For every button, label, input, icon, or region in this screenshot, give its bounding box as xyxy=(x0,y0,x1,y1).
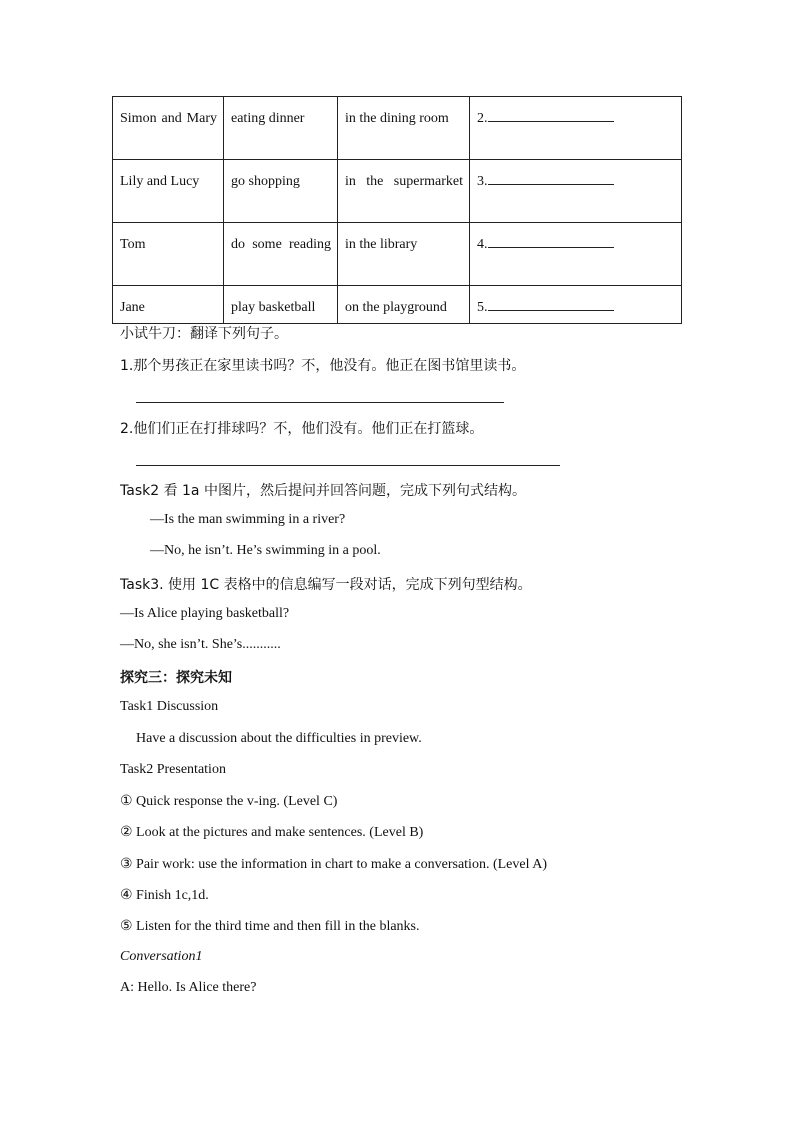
answer-number: 4. xyxy=(477,237,488,252)
table-cell-answer xyxy=(470,97,682,160)
task3-answer: —No, she isn’t. She’s........... xyxy=(120,637,281,652)
fill-blank[interactable] xyxy=(488,107,614,122)
task2-question: —Is the man swimming in a river? xyxy=(150,512,346,527)
table-cell-place: in the supermarket xyxy=(338,160,470,223)
task1-text: Have a discussion about the difficulties in preview. xyxy=(136,731,422,746)
answer-number: 2. xyxy=(477,111,488,126)
presentation-item: ① Quick response the v-ing. (Level C) xyxy=(120,794,338,809)
activity-table xyxy=(112,96,682,324)
table-row xyxy=(113,160,682,223)
table-cell-place: in the dining room xyxy=(338,97,470,160)
practice-question-1: 1.那个男孩正在家里读书吗？不，他没有。他正在图书馆里读书。 xyxy=(120,358,526,374)
table-cell-name: Simon and Mary xyxy=(113,97,224,160)
practice-heading: 小试牛刀：翻译下列句子。 xyxy=(120,326,288,342)
task2-heading: Task2 看 1a 中图片，然后提问并回答问题，完成下列句式结构。 xyxy=(120,483,526,499)
answer-line-1[interactable] xyxy=(136,402,504,403)
conversation-title: Conversation1 xyxy=(120,949,203,964)
answer-number: 3. xyxy=(477,174,488,189)
task2-answer: —No, he isn’t. He’s swimming in a pool. xyxy=(150,543,381,558)
conversation-line: A: Hello. Is Alice there? xyxy=(120,980,257,995)
fill-blank[interactable] xyxy=(488,296,614,311)
table-cell-place: on the playground xyxy=(338,286,470,324)
table-cell-place: in the library xyxy=(338,223,470,286)
presentation-item: ③ Pair work: use the information in chart to make a conversation. (Level A) xyxy=(120,857,547,872)
task3-question: —Is Alice playing basketball? xyxy=(120,606,290,621)
presentation-item: ⑤ Listen for the third time and then fill in the blanks. xyxy=(120,919,420,934)
table-cell-name: Tom xyxy=(113,223,224,286)
task2-presentation-title: Task2 Presentation xyxy=(120,762,226,777)
table-cell-activity: play basketball xyxy=(224,286,338,324)
table-cell-name: Jane xyxy=(113,286,224,324)
task3-heading: Task3. 使用 1C 表格中的信息编写一段对话，完成下列句型结构。 xyxy=(120,577,532,593)
task1-title: Task1 Discussion xyxy=(120,699,219,714)
table-row xyxy=(113,223,682,286)
presentation-item: ④ Finish 1c,1d. xyxy=(120,888,209,903)
table-cell-activity: eating dinner xyxy=(224,97,338,160)
table-cell-name: Lily and Lucy xyxy=(113,160,224,223)
presentation-item: ② Look at the pictures and make sentences. (Level B) xyxy=(120,825,424,840)
table-cell-activity: go shopping xyxy=(224,160,338,223)
answer-line-2[interactable] xyxy=(136,465,560,466)
table-cell-activity: do some reading xyxy=(224,223,338,286)
table-row xyxy=(113,97,682,160)
table-cell-answer xyxy=(470,160,682,223)
table-cell-answer xyxy=(470,286,682,324)
table-row xyxy=(113,286,682,324)
explore-heading: 探究三：探究未知 xyxy=(120,670,232,686)
fill-blank[interactable] xyxy=(488,170,614,185)
table-cell-answer xyxy=(470,223,682,286)
practice-question-2: 2.他们们正在打排球吗？不，他们没有。他们正在打篮球。 xyxy=(120,421,484,437)
fill-blank[interactable] xyxy=(488,233,614,248)
answer-number: 5. xyxy=(477,300,488,315)
